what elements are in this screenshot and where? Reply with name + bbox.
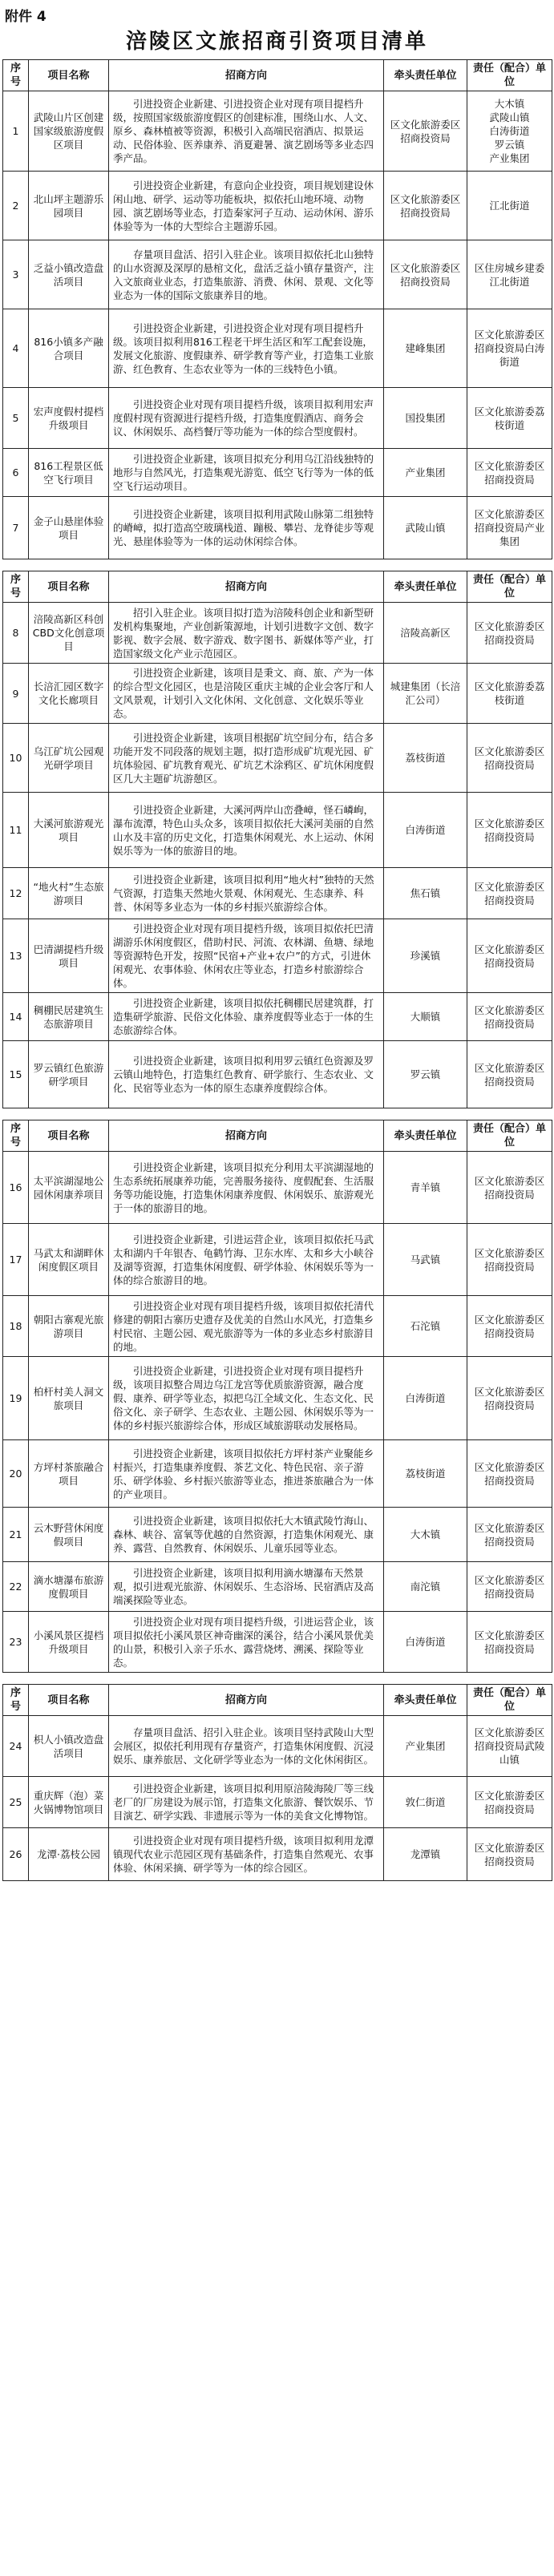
cell-no: 13 [3,919,29,993]
cell-no: 9 [3,664,29,724]
cell-direction: 引进投资企业新建，该项目拟依托大木镇武陵竹海山、森林、峡谷、富氧等优越的自然资源，打造集休闲观光、康养、露营、自然教育、休闲娱乐、儿童乐园等业态。 [109,1508,384,1562]
cell-project-name: 武陵山片区创建国家级旅游度假区项目 [29,91,109,172]
table-row [3,993,552,1041]
table-row [3,793,552,868]
header-name: 项目名称 [29,1120,109,1152]
cell-no: 18 [3,1296,29,1357]
header-lead-unit: 牵头责任单位 [384,1120,467,1152]
cell-lead-unit: 产业集团 [384,1716,467,1777]
cell-direction: 引进投资企业新建，该项目拟利用武陵山脉第二组独特的嵴嶂，拟打造高空玻璃栈道、蹦极、攀岩、龙脊徒步等观光、悬崖体验等为一体的运动休闲综合体。 [109,497,384,559]
cell-direction: 引进投资企业新建、引进投资企业对现有项目提档升级，按照国家级旅游度假区的创建标准，围绕山水、人文、原乡、森林植被等资源，积极引入高端民宿酒店、拟景运动、民俗体验、医养康养、消夏避暑、演艺剧场等多业态四季产品。 [109,91,384,172]
header-resp-unit: 责任（配合）单位 [467,60,552,91]
cell-lead-unit: 白涛街道 [384,1357,467,1440]
cell-resp-unit: 区文化旅游委区招商投资局 [467,1440,552,1508]
project-table [2,59,552,559]
cell-lead-unit: 荔枝街道 [384,1440,467,1508]
cell-no: 25 [3,1777,29,1828]
cell-resp-unit: 区文化旅游委区招商投资局武陵山镇 [467,1716,552,1777]
cell-project-name: 乏益小镇改造盘活项目 [29,240,109,309]
header-direction: 招商方向 [109,1685,384,1716]
cell-resp-unit: 区文化旅游委区招商投资局 [467,1296,552,1357]
table-row [3,1716,552,1777]
cell-resp-unit: 区文化旅游委荔枝街道 [467,388,552,449]
cell-project-name: 朝阳古寨观光旅游项目 [29,1296,109,1357]
page-title: 涪陵区文旅招商引资项目清单 [125,30,428,54]
table-row [3,1440,552,1508]
cell-lead-unit: 区文化旅游委区招商投资局 [384,240,467,309]
table-row [3,497,552,559]
table-row [3,868,552,919]
cell-no: 10 [3,724,29,793]
header-no: 序号 [3,571,29,603]
cell-no: 3 [3,240,29,309]
cell-project-name: 重庆辉（泡）菜火锅博物馆项目 [29,1777,109,1828]
table-row [3,449,552,497]
cell-lead-unit: 龙潭镇 [384,1828,467,1881]
cell-resp-unit: 区文化旅游委区招商投资局 [467,1041,552,1108]
header-direction: 招商方向 [109,1120,384,1152]
table-row [3,724,552,793]
cell-lead-unit: 城建集团（长涪汇公司） [384,664,467,724]
cell-direction: 引进投资企业新建，该项目拟充分利用乌江沿线独特的地形与自然风光，打造集观光游览、低空飞行等为一体的低空飞行运动项目。 [109,449,384,497]
cell-project-name: 滴水塘瀑布旅游度假项目 [29,1562,109,1612]
header-name: 项目名称 [29,1685,109,1716]
cell-no: 22 [3,1562,29,1612]
cell-project-name: 长涪汇园区数字文化长廊项目 [29,664,109,724]
cell-direction: 引进投资企业新建，该项目是秉文、商、旅、产为一体的综合型文化园区，也是涪陵区重庆主城的企业会客厅和人文风景观，计划引入文化休闲、文化创意、文化娱乐等业态。 [109,664,384,724]
table-row [3,1508,552,1562]
table-row [3,1224,552,1296]
cell-lead-unit: 大顺镇 [384,993,467,1041]
cell-no: 15 [3,1041,29,1108]
cell-lead-unit: 敦仁街道 [384,1777,467,1828]
table-header-row [3,60,552,91]
page-gap [0,1108,554,1120]
table-header-row [3,1120,552,1152]
cell-resp-unit: 江北街道 [467,172,552,240]
table-row [3,1357,552,1440]
cell-no: 14 [3,993,29,1041]
header-lead-unit: 牵头责任单位 [384,571,467,603]
cell-project-name: 816小镇多产融合项目 [29,309,109,388]
cell-resp-unit: 区文化旅游委区招商投资局 [467,1777,552,1828]
cell-lead-unit: 珍溪镇 [384,919,467,993]
cell-direction: 引进投资企业新建，该项目拟依托稠棚民居建筑群，打造集研学旅游、民俗文化体验、康养度假等业态于一体的生态旅游综合体。 [109,993,384,1041]
cell-project-name: 北山坪主题游乐园项目 [29,172,109,240]
table-row [3,919,552,993]
header-name: 项目名称 [29,571,109,603]
cell-lead-unit: 涪陵高新区 [384,603,467,664]
cell-lead-unit: 大木镇 [384,1508,467,1562]
cell-no: 11 [3,793,29,868]
cell-direction: 存量项目盘活、招引入驻企业。该项目拟依托北山独特的山水资源及深厚的悬棺文化，盘活乏益小镇存量资产，注入文旅商业业态，打造集旅游、消费、休闲、景观、文化等业态为一体的国际文旅康养目的地。 [109,240,384,309]
cell-project-name: 龙潭·荔枝公园 [29,1828,109,1881]
cell-resp-unit: 区文化旅游委区招商投资局 [467,919,552,993]
header-lead-unit: 牵头责任单位 [384,60,467,91]
cell-project-name: “地火村”生态旅游项目 [29,868,109,919]
cell-lead-unit: 荔枝街道 [384,724,467,793]
page-gap [0,1673,554,1684]
cell-lead-unit: 罗云镇 [384,1041,467,1108]
table-row [3,1562,552,1612]
cell-no: 21 [3,1508,29,1562]
cell-lead-unit: 焦石镇 [384,868,467,919]
header-direction: 招商方向 [109,571,384,603]
cell-no: 1 [3,91,29,172]
cell-resp-unit: 区文化旅游委区招商投资局 [467,793,552,868]
cell-resp-unit: 区文化旅游委区招商投资局 [467,603,552,664]
cell-no: 19 [3,1357,29,1440]
cell-resp-unit: 区文化旅游委区招商投资局 [467,724,552,793]
cell-direction: 引进投资企业对现有项目提档升级，该项目拟利用龙潭镇现代农业示范园区现有基础条件，打造集自然观光、农事体验、休闲采摘、研学等为一体的综合园区。 [109,1828,384,1881]
cell-project-name: 乌江矿坑公园观光研学项目 [29,724,109,793]
header-lead-unit: 牵头责任单位 [384,1685,467,1716]
cell-no: 2 [3,172,29,240]
table-row [3,388,552,449]
cell-direction: 引进投资企业对现有项目提档升级，该项目拟依托清代修建的朝阳古寨历史遗存及优美的自然山水风光，打造集乡村民宿、主题公园、观光旅游等为一体的多业态乡村旅游目的地。 [109,1296,384,1357]
cell-project-name: 枳人小镇改造盘活项目 [29,1716,109,1777]
cell-no: 8 [3,603,29,664]
cell-direction: 引进投资企业新建，引进运营企业，该项目拟依托马武太和湖内千年银杏、龟鹤竹海、卫东水库、太和乡大小峡谷及湖等资源，打造集休闲度假、研学体验、休闲娱乐等为一体的综合旅游目的地。 [109,1224,384,1296]
cell-no: 5 [3,388,29,449]
cell-direction: 引进投资企业新建，该项目拟利用罗云镇红色资源及罗云镇山地特色，打造集红色教育、研学旅行、生态农业、文化、民宿等业态为一体的原生态康养度假综合体。 [109,1041,384,1108]
table-row [3,1296,552,1357]
cell-direction: 引进投资企业新建，该项目拟利用“地火村”独特的天然气资源，打造集天然地火景观、休闲观光、生态康养、科普、休闲等多业态为一体的乡村振兴旅游综合体。 [109,868,384,919]
project-table [2,1120,552,1673]
cell-direction: 引进投资企业新建，引进投资企业对现有项目提档升级，该项目拟整合周边乌江龙宫等优质旅游资源，融合度假、康养、研学等业态，拟把乌江全域文化、生态文化、民俗文化、亲子研学、生态农业、主题公园、休闲娱乐等为一体的乡村振兴旅游综合体，形成区域旅游联动发展格局。 [109,1357,384,1440]
header-direction: 招商方向 [109,60,384,91]
cell-resp-unit: 区文化旅游委区招商投资局 [467,1828,552,1881]
cell-lead-unit: 武陵山镇 [384,497,467,559]
table-header-row [3,571,552,603]
cell-project-name: 小溪风景区提档升级项目 [29,1612,109,1673]
table-row [3,1828,552,1881]
cell-direction: 引进投资企业新建，引进投资企业对现有项目提档升级。该项目拟利用816工程老干坪生活区和军工配套设施，发展文化旅游、度假康养、研学教育等产业，打造集工业旅游、红色教育、生态农业等为一体的三线特色小镇。 [109,309,384,388]
cell-direction: 引进投资企业新建，该项目拟充分利用太平滨湖湿地的生态系统拓展康养功能，完善服务接待、度假配套、生活服务等功能设施，打造集休闲康养度假、休闲娱乐、旅游观光于一体的旅游目的地。 [109,1152,384,1224]
cell-lead-unit: 建峰集团 [384,309,467,388]
cell-resp-unit: 区文化旅游委区招商投资局产业集团 [467,497,552,559]
cell-lead-unit: 南沱镇 [384,1562,467,1612]
cell-lead-unit: 白涛街道 [384,1612,467,1673]
table-row [3,1041,552,1108]
cell-no: 23 [3,1612,29,1673]
cell-resp-unit: 区文化旅游委区招商投资局 [467,993,552,1041]
cell-lead-unit: 青羊镇 [384,1152,467,1224]
project-table [2,1684,552,1881]
cell-no: 12 [3,868,29,919]
table-row [3,1152,552,1224]
cell-direction: 引进投资企业新建，有意向企业投资，项目规划建设休闲山地、研学、运动等功能板块，拟依托山地环境、动物园、演艺剧场等业态，打造秦家河子互动、运动休闲、游乐体验等为一体的大型综合主题游乐园。 [109,172,384,240]
cell-lead-unit: 国投集团 [384,388,467,449]
cell-resp-unit: 区文化旅游委区招商投资局 [467,1152,552,1224]
cell-no: 20 [3,1440,29,1508]
cell-resp-unit: 区文化旅游委区招商投资局 [467,449,552,497]
header-resp-unit: 责任（配合）单位 [467,571,552,603]
cell-resp-unit: 区文化旅游委区招商投资局 [467,1612,552,1673]
cell-project-name: 816工程景区低空飞行项目 [29,449,109,497]
cell-lead-unit: 区文化旅游委区招商投资局 [384,172,467,240]
cell-project-name: 马武太和湖畔休闲度假区项目 [29,1224,109,1296]
cell-direction: 引进投资企业新建，该项目拟利用滴水塘瀑布天然景观，拟引进观光旅游、休闲娱乐、生态浴场、民宿酒店及高端溪探险等业态。 [109,1562,384,1612]
cell-resp-unit: 区文化旅游委区招商投资局 [467,1357,552,1440]
cell-resp-unit: 区文化旅游委区招商投资局 [467,868,552,919]
cell-project-name: 金子山悬崖体验项目 [29,497,109,559]
cell-resp-unit: 大木镇 武陵山镇 白涛街道 罗云镇 产业集团 [467,91,552,172]
cell-lead-unit: 白涛街道 [384,793,467,868]
table-header-row [3,1685,552,1716]
header-no: 序号 [3,1685,29,1716]
cell-direction: 招引入驻企业。该项目拟打造为涪陵科创企业和新型研发机构集聚地，产业创新策源地，计划引进数字文创、数字影视、数字会展、数字游戏、数字图书、新媒体等产业，打造国家级文化产业示范园区。 [109,603,384,664]
project-table [2,571,552,1108]
table-row [3,91,552,172]
cell-resp-unit: 区文化旅游委区招商投资局 [467,1224,552,1296]
cell-resp-unit: 区文化旅游委区招商投资局 [467,1562,552,1612]
cell-no: 16 [3,1152,29,1224]
cell-direction: 引进投资企业新建，该项目拟依托方坪村茶产业聚能乡村振兴，打造集康养度假、茶艺文化、特色民宿、亲子游乐、研学体验、乡村振兴旅游等业态，推进茶旅融合为一体的产业项目。 [109,1440,384,1508]
cell-project-name: 方坪村茶旅融合项目 [29,1440,109,1508]
cell-no: 7 [3,497,29,559]
table-row [3,240,552,309]
cell-project-name: 太平滨湖湿地公园休闲康养项目 [29,1152,109,1224]
cell-project-name: 罗云镇红色旅游研学项目 [29,1041,109,1108]
cell-project-name: 大溪河旅游观光项目 [29,793,109,868]
header-no: 序号 [3,60,29,91]
header-resp-unit: 责任（配合）单位 [467,1120,552,1152]
cell-lead-unit: 马武镇 [384,1224,467,1296]
table-row [3,664,552,724]
table-row [3,1777,552,1828]
cell-lead-unit: 区文化旅游委区招商投资局 [384,91,467,172]
cell-project-name: 柏杆村美人洞文旅项目 [29,1357,109,1440]
table-row [3,172,552,240]
cell-resp-unit: 区文化旅游委区招商投资局白涛街道 [467,309,552,388]
cell-project-name: 涪陵高新区科创CBD文化创意项目 [29,603,109,664]
cell-no: 4 [3,309,29,388]
cell-direction: 存量项目盘活、招引入驻企业。该项目坚持武陵山大型会展区，拟依托利用现有存量资产，打造集休闲度假、沉浸娱乐、康养旅居、文化研学等业态为一体的文化休闲街区。 [109,1716,384,1777]
cell-lead-unit: 石沱镇 [384,1296,467,1357]
header-no: 序号 [3,1120,29,1152]
cell-no: 26 [3,1828,29,1881]
cell-resp-unit: 区文化旅游委区招商投资局 [467,1508,552,1562]
cell-no: 6 [3,449,29,497]
cell-direction: 引进投资企业对现有项目提档升级，该项目拟利用宏声度假村现有资源进行提档升级，打造集度假酒店、商务会议、休闲娱乐、高档餐厅等功能为一体的综合型度假村。 [109,388,384,449]
cell-lead-unit: 产业集团 [384,449,467,497]
cell-direction: 引进投资企业新建，大溪河两岸山峦叠嶂，怪石嶙峋，瀑布流潭，特色山头众多，该项目拟依托大溪河美丽的自然山水及丰富的历史文化，打造集休闲观光、水上运动、休闲娱乐等为一体的旅游目的地。 [109,793,384,868]
cell-no: 24 [3,1716,29,1777]
cell-direction: 引进投资企业新建，该项目拟利用原涪陵海陵厂等三线老厂的厂房建设为展示馆，打造集文化旅游、餐饮娱乐、节目演艺、研学实践、非遗展示等为一体的美食文化博物馆。 [109,1777,384,1828]
cell-direction: 引进投资企业对现有项目提档升级，该项目拟依托巴清湖游乐休闲度假区，借助村民、河流、农林湖、鱼塘、绿地等资源特色开发，按照“民宿+产业+农户”的方式，引进休闲观光、农事体验、休闲农庄等业态，打造乡村旅游综合体。 [109,919,384,993]
table-row [3,1612,552,1673]
table-row [3,309,552,388]
page-gap [0,559,554,571]
header-resp-unit: 责任（配合）单位 [467,1685,552,1716]
cell-resp-unit: 区文化旅游委荔枝街道 [467,664,552,724]
cell-direction: 引进投资企业对现有项目提档升级，引进运营企业，该项目拟依托小溪风景区神奇幽深的溪谷，结合小溪风景优美的山景，积极引入亲子乐水、露营烧烤、溯溪、探险等业态。 [109,1612,384,1673]
cell-project-name: 宏声度假村提档升级项目 [29,388,109,449]
cell-direction: 引进投资企业新建，该项目根据矿坑空间分布，结合多功能开发不同段落的规划主题，拟打造形成矿坑观光园、矿坑体验园、矿坑教育观光、矿坑艺术涂鸦区、矿坑休闲度假区几大主题矿坑游憩区。 [109,724,384,793]
annex-label: 附件 4 [5,9,47,25]
cell-project-name: 云木野营休闲度假项目 [29,1508,109,1562]
cell-resp-unit: 区住房城乡建委江北街道 [467,240,552,309]
cell-project-name: 稠棚民居建筑生态旅游项目 [29,993,109,1041]
cell-no: 17 [3,1224,29,1296]
table-row [3,603,552,664]
header-name: 项目名称 [29,60,109,91]
cell-project-name: 巴清湖提档升级项目 [29,919,109,993]
